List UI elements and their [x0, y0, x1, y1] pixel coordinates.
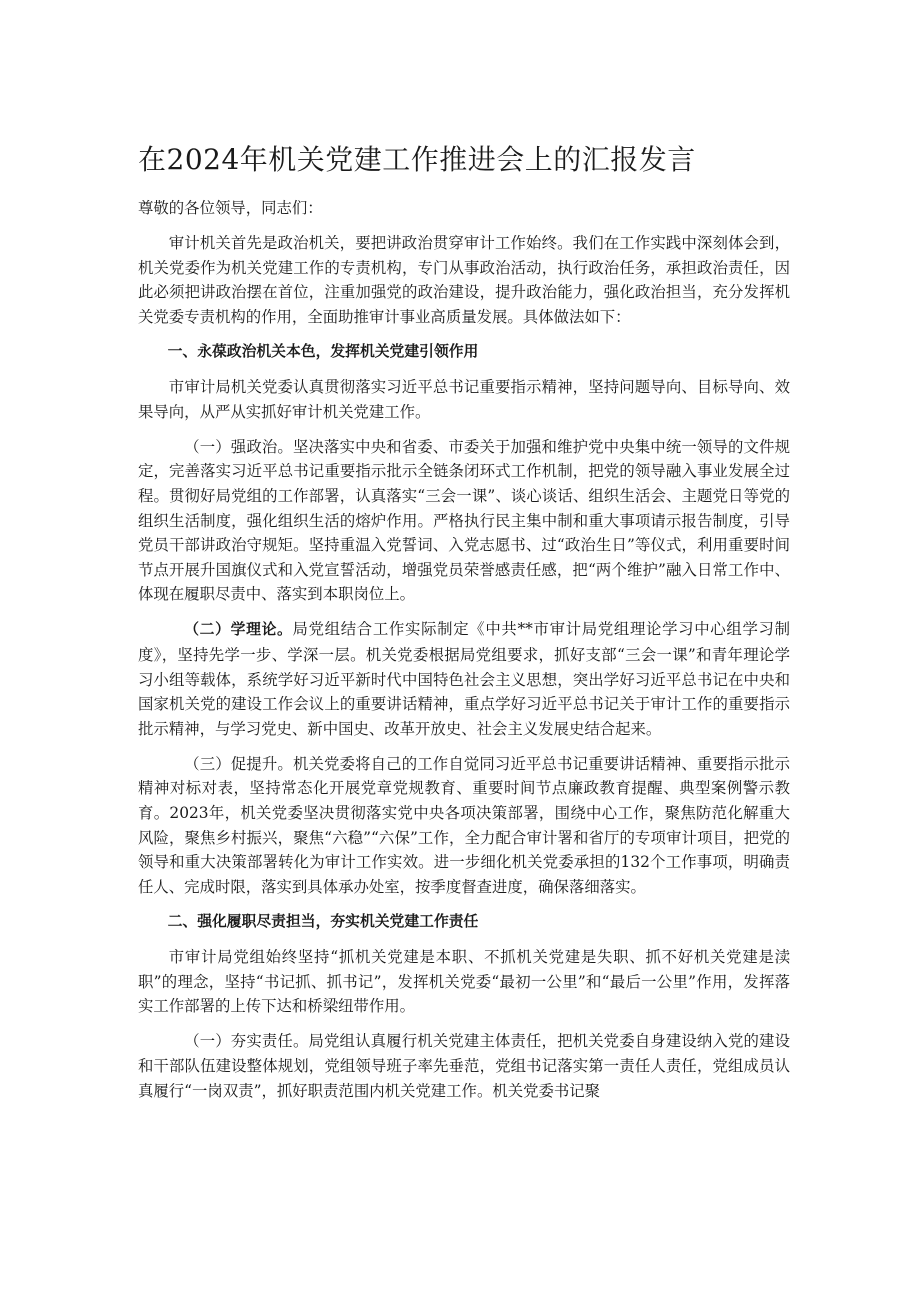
- section-2-item-1: （一）夯实责任。局党组认真履行机关党建主体责任，把机关党委自身建设纳入党的建设和干部队伍建设整体规划，党组领导班子率先垂范，党组书记落实第一责任人责任，党组成员认真履行“一岗双责”，抓好职责范围内机关党建工作。机关党委书记聚: [138, 1032, 790, 1100]
- section-1-heading: 一、永葆政治机关本色，发挥机关党建引领作用: [167, 342, 479, 360]
- document-body: [138, 196, 790, 1114]
- section-1-item-1: （一）强政治。坚决落实中央和省委、市委关于加强和维护党中央集中统一领导的文件规定，完善落实习近平总书记重要指示批示全链条闭环式工作机制，把党的领导融入事业发展全过程。贯彻好局党组的工作部署，认真落实“三会一课”、谈心谈话、组织生活会、主题党日等党的组织生活制度，强化组织生活的熔炉作用。严格执行民主集中制和重大事项请示报告制度，引导党员干部讲政治守规矩。坚持重温入党誓词、入党志愿书、过“政治生日”等仪式，利用重要时间节点开展升国旗仪式和入党宣誓活动，增强党员荣誉感责任感，把“两个维护”融入日常工作中、体现在履职尽责中、落实到本职岗位上。: [138, 437, 790, 604]
- section-1-item-2-lead: （二）学理论。: [184, 621, 293, 639]
- section-1-item-3: （三）促提升。机关党委将自己的工作自觉同习近平总书记重要讲话精神、重要指示批示精神对标对表，坚持常态化开展党章党规教育、重要时间节点廉政教育提醒、典型案例警示教育。2023年，机关党委坚决贯彻落实党中央各项决策部署，围绕中心工作，聚焦防范化解重大风险，聚焦乡村振兴，聚焦“六稳”“六保”工作，全力配合审计署和省厅的专项审计项目，把党的领导和重大决策部署转化为审计工作实效。进一步细化机关党委承担的132个工作事项，明确责任人、完成时限，落实到具体承办处室，按季度督查进度，确保落细落实。: [138, 754, 790, 896]
- section-1-item-2: [138, 617, 790, 741]
- section-1-item-2-text: 局党组结合工作实际制定《中共**市审计局党组理论学习中心组学习制度》，坚持先学一步、学深一层。机关党委根据局党组要求，抓好支部“三会一课”和青年理论学习小组等载体，系统学好习近平新时代中国特色社会主义思想，突出学好习近平总书记在中央和国家机关党的建设工作会议上的重要讲话精神，重点学好习近平总书记关于审计工作的重要指示批示精神，与学习党史、新中国史、改革开放史、社会主义发展史结合起来。: [138, 620, 790, 738]
- section-2-intro: 市审计局党组始终坚持“抓机关党建是本职、不抓机关党建是失职、抓不好机关党建是渎职”的理念，坚持“书记抓、抓书记”，发挥机关党委“最初一公里”和“最后一公里”作用，发挥落实工作部署的上传下达和桥梁纽带作用。: [138, 948, 790, 1016]
- intro-paragraph: 审计机关首先是政治机关，要把讲政治贯穿审计工作始终。我们在工作实践中深刻体会到，机关党委作为机关党建工作的专责机构，专门从事政治活动，执行政治任务，承担政治责任，因此必须把讲政治摆在首位，注重加强党的政治建设，提升政治能力，强化政治担当，充分发挥机关党委专责机构的作用，全面助推审计事业高质量发展。具体做法如下：: [138, 234, 790, 326]
- salutation: 尊敬的各位领导，同志们：: [138, 199, 323, 217]
- section-2-heading: 二、强化履职尽责担当，夯实机关党建工作责任: [167, 912, 479, 930]
- document-title: 在2024年机关党建工作推进会上的汇报发言: [138, 143, 696, 176]
- section-1-intro: 市审计局机关党委认真贯彻落实习近平总书记重要指示精神，坚持问题导向、目标导向、效果导向，从严从实抓好审计机关党建工作。: [138, 378, 790, 421]
